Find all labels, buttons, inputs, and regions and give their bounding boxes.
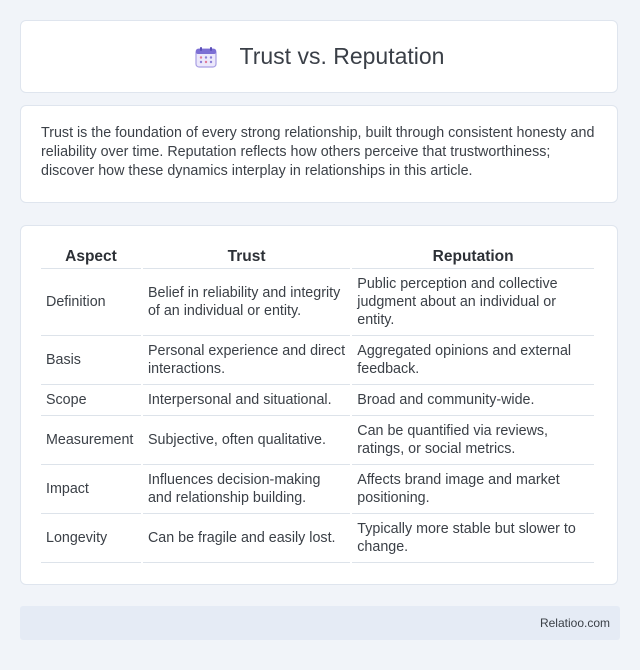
- table-row: [41, 514, 594, 563]
- table-header-row: [41, 246, 594, 269]
- cell-reputation: Aggregated opinions and external feedback.: [352, 336, 594, 385]
- intro-card: [20, 105, 618, 203]
- cell-trust: Belief in reliability and integrity of an individual or entity.: [143, 269, 350, 336]
- cell-aspect: Impact: [41, 465, 141, 514]
- header-trust: Trust: [143, 246, 350, 269]
- cell-trust: Influences decision-making and relationship building.: [143, 465, 350, 514]
- intro-paragraph: Trust is the foundation of every strong relationship, built through consistent honesty and reliability over time. Reputation reflects how others perceive that trustworthiness; discover how these dynamics interplay in relationships in this article.: [41, 125, 595, 179]
- comparison-table: [39, 246, 596, 563]
- cell-reputation: Public perception and collective judgment about an individual or entity.: [352, 269, 594, 336]
- title-wrap: [194, 43, 445, 70]
- footer-brand[interactable]: Relatioo.com: [539, 616, 610, 630]
- header-aspect: Aspect: [41, 246, 141, 269]
- page-title: Trust vs. Reputation: [239, 43, 445, 69]
- table-row: [41, 465, 594, 514]
- cell-trust: Subjective, often qualitative.: [143, 416, 350, 465]
- title-card: [20, 20, 618, 93]
- table-row: [41, 269, 594, 336]
- header-reputation: Reputation: [352, 246, 594, 269]
- cell-reputation: Broad and community-wide.: [352, 385, 594, 416]
- cell-aspect: Measurement: [41, 416, 141, 465]
- cell-trust: Can be fragile and easily lost.: [143, 514, 350, 563]
- cell-trust: Personal experience and direct interactions.: [143, 336, 350, 385]
- cell-reputation: Affects brand image and market positioning.: [352, 465, 594, 514]
- table-row: [41, 385, 594, 416]
- cell-aspect: Longevity: [41, 514, 141, 563]
- cell-trust: Interpersonal and situational.: [143, 385, 350, 416]
- cell-aspect: Basis: [41, 336, 141, 385]
- cell-reputation: Can be quantified via reviews, ratings, or social metrics.: [352, 416, 594, 465]
- calendar-icon: [194, 45, 218, 69]
- footer: [20, 606, 620, 640]
- table-row: [41, 416, 594, 465]
- table-card: [20, 225, 618, 585]
- cell-aspect: Scope: [41, 385, 141, 416]
- cell-aspect: Definition: [41, 269, 141, 336]
- table-row: [41, 336, 594, 385]
- cell-reputation: Typically more stable but slower to change.: [352, 514, 594, 563]
